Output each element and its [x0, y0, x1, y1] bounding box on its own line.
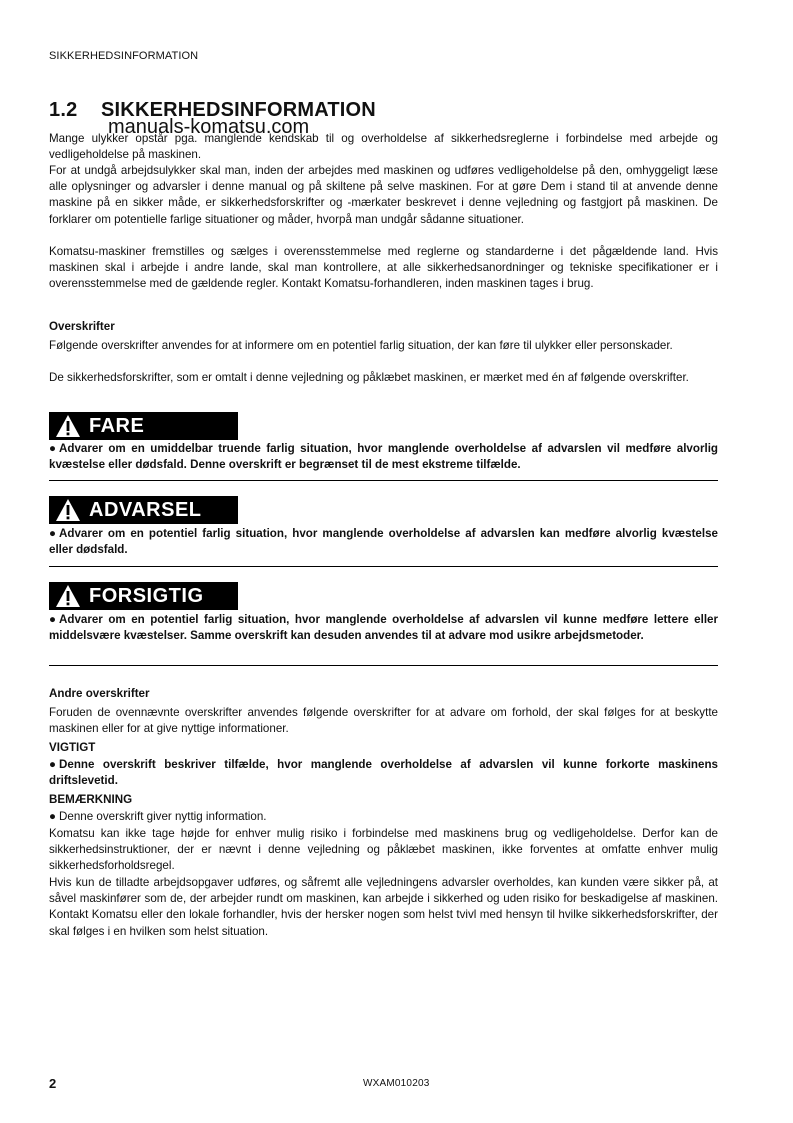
warning-triangle-icon	[53, 582, 83, 610]
forsigtig-signal-box	[49, 582, 238, 610]
overskrifter-heading: Overskrifter	[49, 320, 115, 333]
fare-label: FARE	[89, 414, 145, 437]
bullet-icon: ●	[49, 613, 57, 626]
forsigtig-label: FORSIGTIG	[89, 584, 204, 607]
closing-paragraph-1: Komatsu kan ikke tage højde for enhver mulig risiko i forbindelse med maskinens brug og vedligeholdelse. Derfor kan de sikkerhedsinstruktioner, der er nævnt i denne vejledning og påklæbet maskinen, ikke forventes at omfatte enhver mulig sikkerhedsforholdsregel.	[49, 827, 718, 873]
andre-heading: Andre overskrifter	[49, 687, 150, 700]
bullet-icon: ●	[49, 758, 57, 771]
forsigtig-text: ● Advarer om en potentiel farlig situation, hvor manglende overholdelse af advarslen vil kunne medføre lettere eller middelsvære kvæstelser. Samme overskrift kan desuden anvendes til at advare mod usikre arbejdsmetoder.	[49, 613, 718, 643]
bullet-icon: ●	[49, 527, 57, 540]
intro-paragraph-1: Mange ulykker opstår pga. manglende kendskab til og overholdelse af sikkerhedsreglerne i forbindelse med arbejde og vedligeholdelse på maskinen.	[49, 132, 718, 162]
fare-signal-box	[49, 412, 238, 440]
section-number: 1.2	[49, 99, 78, 121]
advarsel-label: ADVARSEL	[89, 498, 202, 521]
section-title-text: SIKKERHEDSINFORMATION	[101, 99, 376, 121]
bemaerkning-text: ● Denne overskrift giver nyttig information.	[49, 809, 718, 825]
divider	[49, 665, 718, 666]
divider	[49, 480, 718, 481]
warning-triangle-icon	[53, 412, 83, 440]
watermark: manuals-komatsu.com	[108, 116, 310, 138]
warning-triangle-icon	[53, 496, 83, 524]
vigtigt-text: ● Denne overskrift beskriver tilfælde, hvor manglende overholdelse af advarslen vil kunne forkorte maskinens driftslevetid.	[49, 758, 718, 788]
advarsel-signal-box	[49, 496, 238, 524]
intro-paragraph-3: Komatsu-maskiner fremstilles og sælges i overensstemmelse med reglerne og standarderne i det pågældende land. Hvis maskinen skal i arbejde i andre lande, skal man kontrollere, at alle sikkerhedsanordninger og tekniske specifikationer er i overensstemmelse med de gældende regler. Kontakt Komatsu-forhandleren, inden maskinen tages i brug.	[49, 245, 718, 291]
closing-paragraph-2: Hvis kun de tilladte arbejdsopgaver udføres, og såfremt alle vejledningens advarsler overholdes, kan kunden være sikker på, at såvel maskinfører som de, der arbejder rundt om maskinen, kan arbejde i sikkerhed og uden risiko for beskadigelse af maskinen. Kontakt Komatsu eller den lokale forhandler, hvis der hersker nogen som helst tvivl med hensyn til hvilke sikkerhedsforskrifter, der skal følges i en hvilken som helst situation.	[49, 876, 718, 938]
page-number: 2	[49, 1076, 57, 1091]
overskrifter-paragraph-2: De sikkerhedsforskrifter, som er omtalt i denne vejledning og påklæbet maskinen, er mærket med én af følgende overskrifter.	[49, 371, 689, 384]
document-code: WXAM010203	[363, 1078, 430, 1089]
bullet-icon: ●	[49, 810, 57, 823]
running-header: SIKKERHEDSINFORMATION	[49, 50, 199, 62]
andre-paragraph: Foruden de ovennævnte overskrifter anvendes følgende overskrifter for at advare om forhold, der skal følges for at beskytte maskinen eller for at give nyttige informationer.	[49, 706, 718, 736]
overskrifter-paragraph-1: Følgende overskrifter anvendes for at informere om en potentiel farlig situation, der kan føre til ulykker eller personskader.	[49, 339, 673, 352]
bemaerkning-label: BEMÆRKNING	[49, 793, 133, 806]
vigtigt-label: VIGTIGT	[49, 741, 96, 754]
intro-paragraph-2: For at undgå arbejdsulykker skal man, inden der arbejdes med maskinen og udføres vedligeholdelse på den, omhyggeligt læse alle oplysninger og advarsler i denne manual og på skiltene på selve maskinen. For at gøre Dem i stand til at anvende denne maskine på en sikker måde, er sikkerhedsforskrifter og -mærkater beskrevet i denne vejledning og fastgjort på maskinen. De forklarer om potentielle farlige situationer og måder, hvorpå man undgår sådanne situationer.	[49, 164, 718, 226]
divider	[49, 566, 718, 567]
bullet-icon: ●	[49, 442, 57, 455]
fare-text: ● Advarer om en umiddelbar truende farlig situation, hvor manglende overholdelse af advarslen vil medføre alvorlig kvæstelse eller dødsfald. Denne overskrift er begrænset til de mest ekstreme tilfælde.	[49, 442, 718, 472]
advarsel-text: ● Advarer om en potentiel farlig situation, hvor manglende overholdelse af advarslen kan medføre alvorlig kvæstelse eller dødsfald.	[49, 527, 718, 557]
